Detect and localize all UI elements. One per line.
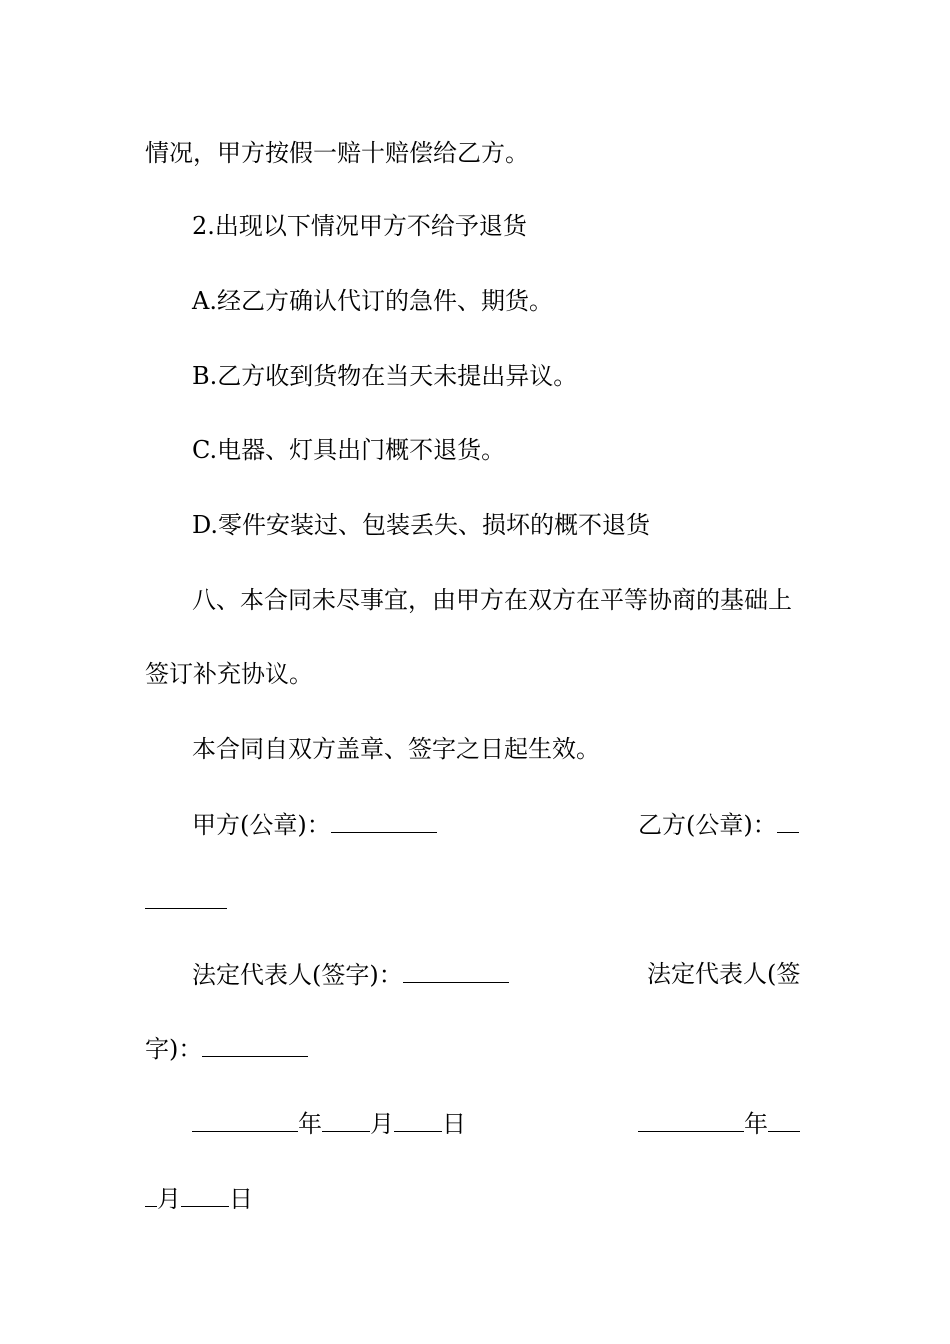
date-b-month-blank-part2[interactable] — [145, 1178, 157, 1207]
clause-2d: D.零件安装过、包装丢失、损坏的概不退货 — [192, 511, 651, 539]
clause-2-heading: 2.出现以下情况甲方不给予退货 — [192, 212, 527, 240]
party-b-seal-label: 乙方(公章)： — [638, 811, 777, 839]
date-b-year-blank[interactable] — [638, 1103, 744, 1132]
party-a-seal-blank[interactable] — [331, 804, 437, 833]
representative-row — [192, 954, 807, 994]
paragraph-line: 情况，甲方按假一赔十赔偿给乙方。 — [145, 139, 529, 167]
clause-2b: B.乙方收到货物在当天未提出异议。 — [192, 362, 578, 390]
date-a-day-label: 日 — [442, 1110, 466, 1138]
date-b-day-blank[interactable] — [181, 1178, 229, 1207]
rep-b-label-part1: 法定代表人(签 — [647, 960, 801, 988]
date-a-month-blank[interactable] — [322, 1103, 370, 1132]
rep-a-signature-blank[interactable] — [403, 954, 509, 983]
date-row — [192, 1103, 807, 1143]
date-row-continued — [145, 1178, 807, 1218]
party-b-seal-blank-part1[interactable] — [777, 804, 799, 833]
date-a-year-blank[interactable] — [192, 1103, 298, 1132]
party-b-seal-continued — [145, 880, 807, 920]
effective-clause: 本合同自双方盖章、签字之日起生效。 — [192, 735, 600, 763]
party-seal-row — [192, 804, 807, 844]
rep-b-label-part2: 字)： — [145, 1035, 203, 1063]
date-b-day-label: 日 — [229, 1185, 253, 1213]
article-8-line1: 八、本合同未尽事宜，由甲方在双方在平等协商的基础上 — [192, 586, 792, 614]
date-b-month-blank-part1[interactable] — [768, 1103, 800, 1132]
clause-2a: A.经乙方确认代订的急件、期货。 — [192, 287, 553, 315]
rep-b-signature-blank[interactable] — [202, 1028, 308, 1057]
party-b-seal — [638, 804, 799, 845]
representative-row-continued — [145, 1028, 807, 1068]
date-b-year-label: 年 — [744, 1110, 768, 1138]
article-8-line2: 签订补充协议。 — [145, 660, 313, 688]
date-a-year-label: 年 — [298, 1110, 322, 1138]
date-a-month-label: 月 — [370, 1110, 394, 1138]
date-b — [638, 1103, 800, 1144]
party-a-seal-label: 甲方(公章)： — [192, 811, 331, 839]
rep-a-label: 法定代表人(签字)： — [192, 961, 403, 989]
date-a-day-blank[interactable] — [394, 1103, 442, 1132]
party-b-seal-blank-part2[interactable] — [145, 880, 227, 909]
clause-2c: C.电器、灯具出门概不退货。 — [192, 436, 506, 464]
date-b-month-label: 月 — [157, 1185, 181, 1213]
